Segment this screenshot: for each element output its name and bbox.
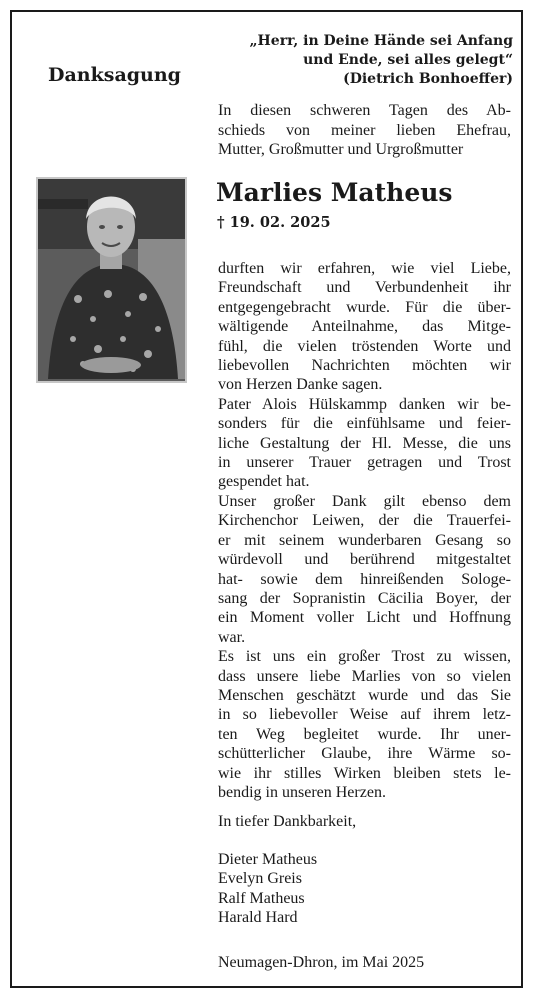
body-line: er mit seinem wunderbaren Gesang so <box>218 531 511 549</box>
intro-paragraph <box>218 101 511 160</box>
intro-line: In diesen schweren Tagen des Ab- <box>218 102 511 119</box>
quote-author: (Dietrich Bonhoeffer) <box>343 71 513 87</box>
body-line: hat- sowie dem hinreißenden Sologe- <box>218 570 511 588</box>
signer-name: Dieter Matheus <box>218 851 318 868</box>
body-line: liebevollen Nachrichten möchten wir <box>218 357 511 375</box>
body-line: fühl, die vielen tröstenden Worte und <box>218 337 511 355</box>
death-date: † 19. 02. 2025 <box>217 214 331 231</box>
body-line: gespendet hat. <box>218 473 310 491</box>
signer-name: Harald Hard <box>218 909 298 927</box>
body-line: Menschen geschätzt wurde und das Sie <box>218 686 511 704</box>
intro-line: Mutter, Großmutter und Urgroßmutter <box>218 141 464 158</box>
deceased-name: Marlies Matheus <box>216 178 453 207</box>
body-line: schütterlicher Glaube, ihre Wärme so- <box>218 745 511 763</box>
body-line: ein Moment voller Licht und Hoffnung <box>218 609 511 627</box>
body-line: dass unsere liebe Marlies von so vielen <box>218 667 511 685</box>
body-line: liche Gestaltung der Hl. Messe, die uns <box>218 434 511 452</box>
signer-name: Ralf Matheus <box>218 889 305 907</box>
signers-list <box>218 850 317 928</box>
body-line: in so liebevoller Weise auf ihrem letz- <box>218 706 511 724</box>
body-line: wältigende Anteilnahme, das Mitge- <box>218 318 511 336</box>
body-line: Unser großer Dank gilt ebenso dem <box>218 492 511 510</box>
body-line: entgegengebracht wurde. Für die über- <box>218 298 511 316</box>
body-line: Freundschaft und Verbundenheit ihr <box>218 279 511 297</box>
place-date: Neumagen-Dhron, im Mai 2025 <box>218 954 425 971</box>
body-line: bendig in unseren Herzen. <box>218 783 386 801</box>
quote-line: „Herr, in Deine Hände sei Anfang <box>249 33 513 49</box>
closing-line: In tiefer Dankbarkeit, <box>218 813 357 830</box>
notice-heading: Danksagung <box>48 64 181 86</box>
intro-line: schieds von meiner lieben Ehefrau, <box>218 121 511 139</box>
bonhoeffer-quote <box>250 32 514 89</box>
thanks-text <box>218 259 511 802</box>
quote-line: und Ende, sei alles gelegt“ <box>303 52 513 68</box>
portrait-photo <box>36 177 187 383</box>
body-line: Es ist uns ein großer Trost zu wissen, <box>218 648 511 666</box>
body-line: würdevoll und berührend mitgestaltet <box>218 551 511 569</box>
body-line: durften wir erfahren, wie viel Liebe, <box>218 260 511 277</box>
body-line: wie ihr stilles Wirken bleiben stets le- <box>218 764 511 782</box>
body-line: von Herzen Danke sagen. <box>218 376 383 394</box>
signer-name: Evelyn Greis <box>218 870 302 888</box>
body-line: Pater Alois Hülskammp danken wir be- <box>218 395 511 413</box>
body-line: ten Weg begleitet wurde. Ihr uner- <box>218 725 511 743</box>
body-line: sonders für die einfühlsame und feier- <box>218 415 511 433</box>
body-line: Kirchenchor Leiwen, der die Trauerfei- <box>218 512 511 530</box>
body-line: sang der Sopranistin Cäcilia Boyer, der <box>218 589 511 607</box>
body-line: in unserer Trauer getragen und Trost <box>218 454 511 472</box>
body-line: war. <box>218 628 246 646</box>
